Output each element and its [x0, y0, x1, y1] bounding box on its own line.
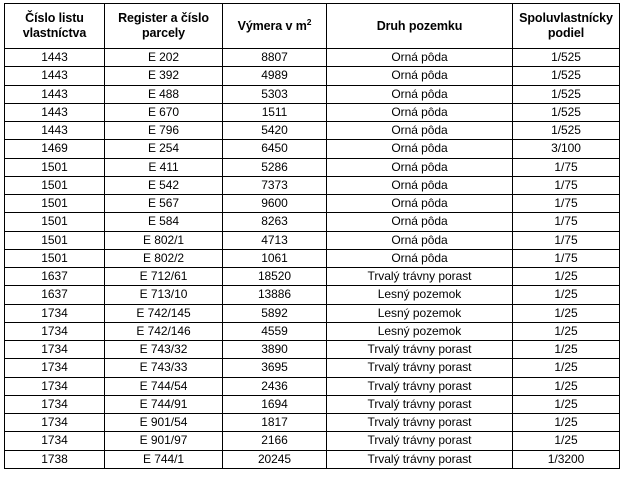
column-header-parcel-line1: Register a číslo: [118, 11, 209, 25]
cell-share: 1/75: [513, 195, 620, 213]
cell-kind: Trvalý trávny porast: [327, 341, 513, 359]
cell-lv: 1443: [5, 49, 105, 67]
cell-kind: Orná pôda: [327, 122, 513, 140]
cell-lv: 1734: [5, 395, 105, 413]
cell-lv: 1443: [5, 122, 105, 140]
cell-parcel: E 202: [105, 49, 223, 67]
table-header-row: [5, 4, 620, 49]
table-row: [5, 432, 620, 450]
cell-kind: Orná pôda: [327, 231, 513, 249]
cell-lv: 1734: [5, 304, 105, 322]
column-header-area-text: Výmera v m: [237, 18, 307, 33]
table-row: [5, 176, 620, 194]
cell-kind: Orná pôda: [327, 85, 513, 103]
cell-kind: Trvalý trávny porast: [327, 395, 513, 413]
cell-area: 8263: [223, 213, 327, 231]
cell-kind: Orná pôda: [327, 195, 513, 213]
column-header-kind: [327, 4, 513, 49]
cell-area: 4989: [223, 67, 327, 85]
cell-kind: Orná pôda: [327, 158, 513, 176]
table-header: [5, 4, 620, 49]
table-row: [5, 67, 620, 85]
cell-area: 8807: [223, 49, 327, 67]
cell-kind: Trvalý trávny porast: [327, 359, 513, 377]
column-header-area-line1: [226, 16, 323, 34]
cell-share: 3/100: [513, 140, 620, 158]
cell-lv: 1734: [5, 414, 105, 432]
cell-parcel: E 567: [105, 195, 223, 213]
square-meter-exponent: 2: [306, 16, 312, 27]
column-header-parcel: [105, 4, 223, 49]
cell-kind: Trvalý trávny porast: [327, 450, 513, 468]
cell-kind: Orná pôda: [327, 103, 513, 121]
column-header-lv: [5, 4, 105, 49]
cell-parcel: E 742/146: [105, 322, 223, 340]
cell-share: 1/25: [513, 286, 620, 304]
table-row: [5, 359, 620, 377]
cell-kind: Lesný pozemok: [327, 286, 513, 304]
cell-area: 7373: [223, 176, 327, 194]
cell-lv: 1501: [5, 249, 105, 267]
cell-share: 1/3200: [513, 450, 620, 468]
cell-share: 1/525: [513, 103, 620, 121]
cell-lv: 1443: [5, 85, 105, 103]
table-row: [5, 414, 620, 432]
cell-share: 1/75: [513, 231, 620, 249]
cell-lv: 1734: [5, 322, 105, 340]
cell-area: 5420: [223, 122, 327, 140]
table-row: [5, 213, 620, 231]
cell-share: 1/75: [513, 158, 620, 176]
cell-kind: Orná pôda: [327, 140, 513, 158]
column-header-parcel-line2: parcely: [141, 26, 186, 40]
cell-parcel: E 392: [105, 67, 223, 85]
cell-parcel: E 584: [105, 213, 223, 231]
cell-parcel: E 411: [105, 158, 223, 176]
cell-area: 4559: [223, 322, 327, 340]
cell-parcel: E 901/54: [105, 414, 223, 432]
table-row: [5, 249, 620, 267]
cell-lv: 1637: [5, 268, 105, 286]
column-header-share-line1: Spoluvlastnícky: [519, 11, 613, 25]
cell-area: 9600: [223, 195, 327, 213]
cell-kind: Orná pôda: [327, 67, 513, 85]
cell-area: 3890: [223, 341, 327, 359]
column-header-kind-line1: Druh pozemku: [376, 18, 463, 33]
table-row: [5, 122, 620, 140]
cell-lv: 1734: [5, 341, 105, 359]
cell-share: 1/525: [513, 67, 620, 85]
table-row: [5, 231, 620, 249]
table-row: [5, 195, 620, 213]
cell-lv: 1501: [5, 213, 105, 231]
cell-kind: Trvalý trávny porast: [327, 414, 513, 432]
cell-share: 1/75: [513, 249, 620, 267]
cell-kind: Trvalý trávny porast: [327, 377, 513, 395]
cell-share: 1/25: [513, 432, 620, 450]
cell-lv: 1443: [5, 103, 105, 121]
cell-share: 1/75: [513, 176, 620, 194]
cell-lv: 1443: [5, 67, 105, 85]
cell-parcel: E 796: [105, 122, 223, 140]
cell-area: 5286: [223, 158, 327, 176]
table-row: [5, 450, 620, 468]
cell-lv: 1501: [5, 158, 105, 176]
cell-kind: Orná pôda: [327, 176, 513, 194]
cell-lv: 1637: [5, 286, 105, 304]
cell-lv: 1501: [5, 195, 105, 213]
cell-parcel: E 742/145: [105, 304, 223, 322]
parcel-table: [4, 3, 620, 469]
cell-area: 1061: [223, 249, 327, 267]
cell-parcel: E 713/10: [105, 286, 223, 304]
column-header-area: [223, 4, 327, 49]
cell-share: 1/25: [513, 377, 620, 395]
cell-lv: 1734: [5, 377, 105, 395]
column-header-share-line2: podiel: [547, 26, 585, 40]
column-header-lv-line2: vlastníctva: [22, 26, 87, 40]
cell-parcel: E 743/32: [105, 341, 223, 359]
cell-area: 2436: [223, 377, 327, 395]
cell-parcel: E 488: [105, 85, 223, 103]
cell-kind: Orná pôda: [327, 49, 513, 67]
cell-parcel: E 802/1: [105, 231, 223, 249]
cell-share: 1/75: [513, 213, 620, 231]
column-header-share: [513, 4, 620, 49]
table-row: [5, 341, 620, 359]
cell-lv: 1501: [5, 231, 105, 249]
cell-area: 3695: [223, 359, 327, 377]
cell-share: 1/25: [513, 414, 620, 432]
cell-share: 1/25: [513, 359, 620, 377]
table-row: [5, 322, 620, 340]
table-row: [5, 268, 620, 286]
cell-lv: 1469: [5, 140, 105, 158]
table-row: [5, 103, 620, 121]
cell-area: 2166: [223, 432, 327, 450]
cell-share: 1/25: [513, 341, 620, 359]
cell-kind: Lesný pozemok: [327, 322, 513, 340]
cell-kind: Orná pôda: [327, 249, 513, 267]
cell-share: 1/25: [513, 322, 620, 340]
cell-share: 1/25: [513, 268, 620, 286]
cell-parcel: E 744/91: [105, 395, 223, 413]
cell-area: 20245: [223, 450, 327, 468]
table-row: [5, 395, 620, 413]
table-row: [5, 85, 620, 103]
cell-parcel: E 254: [105, 140, 223, 158]
cell-parcel: E 744/54: [105, 377, 223, 395]
cell-area: 18520: [223, 268, 327, 286]
cell-lv: 1738: [5, 450, 105, 468]
cell-share: 1/525: [513, 85, 620, 103]
cell-area: 13886: [223, 286, 327, 304]
cell-parcel: E 743/33: [105, 359, 223, 377]
table-row: [5, 49, 620, 67]
cell-parcel: E 542: [105, 176, 223, 194]
cell-kind: Trvalý trávny porast: [327, 268, 513, 286]
cell-area: 1817: [223, 414, 327, 432]
cell-area: 4713: [223, 231, 327, 249]
table-row: [5, 286, 620, 304]
cell-parcel: E 802/2: [105, 249, 223, 267]
cell-lv: 1501: [5, 176, 105, 194]
cell-kind: Orná pôda: [327, 213, 513, 231]
cell-kind: Lesný pozemok: [327, 304, 513, 322]
table-row: [5, 304, 620, 322]
cell-parcel: E 712/61: [105, 268, 223, 286]
cell-share: 1/25: [513, 395, 620, 413]
cell-area: 1694: [223, 395, 327, 413]
table-row: [5, 140, 620, 158]
cell-area: 1511: [223, 103, 327, 121]
column-header-lv-line1: Číslo listu: [25, 11, 84, 25]
cell-lv: 1734: [5, 432, 105, 450]
cell-parcel: E 901/97: [105, 432, 223, 450]
cell-area: 6450: [223, 140, 327, 158]
cell-kind: Trvalý trávny porast: [327, 432, 513, 450]
table-body: [5, 49, 620, 469]
cell-share: 1/25: [513, 304, 620, 322]
cell-share: 1/525: [513, 122, 620, 140]
cell-area: 5892: [223, 304, 327, 322]
table-row: [5, 377, 620, 395]
cell-lv: 1734: [5, 359, 105, 377]
table-row: [5, 158, 620, 176]
cell-parcel: E 670: [105, 103, 223, 121]
cell-area: 5303: [223, 85, 327, 103]
cell-share: 1/525: [513, 49, 620, 67]
cell-parcel: E 744/1: [105, 450, 223, 468]
